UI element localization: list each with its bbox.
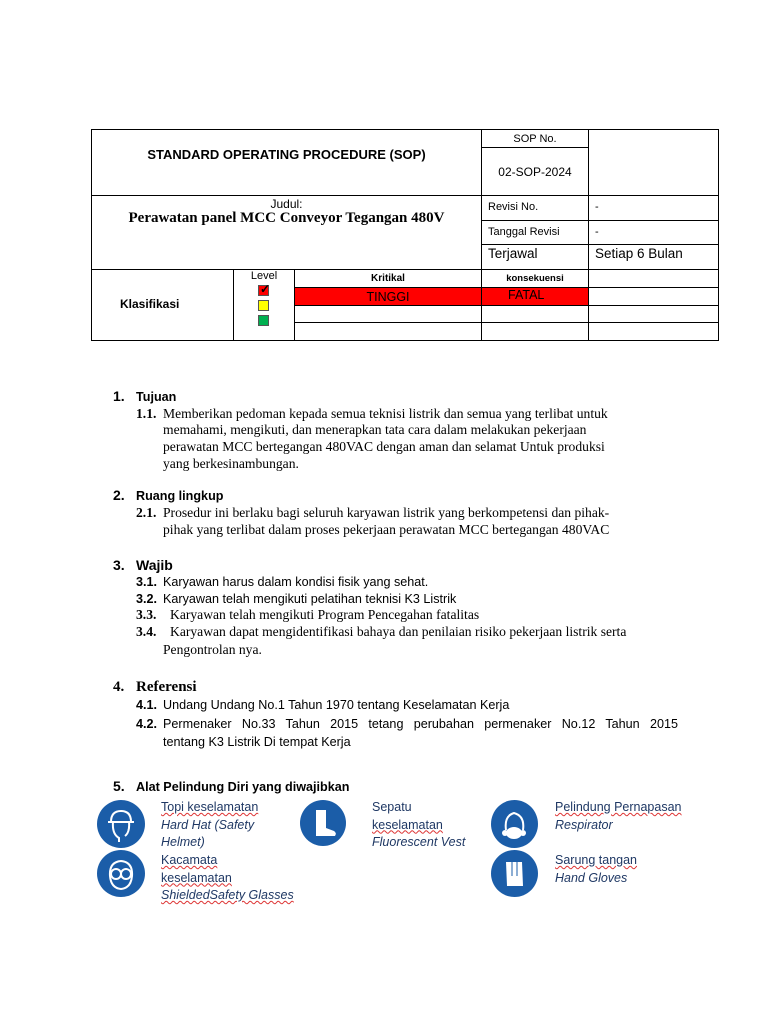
hard-hat-icon <box>97 800 145 848</box>
item-text: Prosedur ini berlaku bagi seluruh karyawan listrik yang berkompetensi dan pihak- <box>163 505 610 520</box>
empty-cell <box>588 322 719 341</box>
level-label: Level <box>250 270 278 282</box>
tanggal-revisi-label: Tanggal Revisi <box>481 220 589 245</box>
level-cell <box>233 269 295 341</box>
ppe-label-id: keselamatan <box>372 817 443 832</box>
item-number: 3.3. <box>136 607 157 622</box>
item-text: perawatan MCC bertegangan 480VAC dengan aman dan selamat Untuk produksi <box>163 439 605 454</box>
item-text: Karyawan dapat mengidentifikasi bahaya dan penilaian risiko pekerjaan listrik serta <box>170 624 627 639</box>
empty-cell <box>588 305 719 323</box>
level-yellow <box>258 300 269 311</box>
ppe-safety-boot <box>372 799 465 852</box>
section-title: Alat Pelindung Diri yang diwajibkan <box>136 780 350 794</box>
ppe-label-en: Respirator <box>555 817 613 832</box>
ppe-label-en: Hard Hat (Safety <box>161 817 255 832</box>
gloves-icon <box>491 850 538 897</box>
empty-cell <box>588 287 719 306</box>
ppe-label-en: Helmet) <box>161 835 205 849</box>
section-number: 1. <box>113 388 125 404</box>
section-title: Referensi <box>136 679 197 695</box>
item-text: Karyawan telah mengikuti pelatihan teknisi K3 Listrik <box>163 592 457 606</box>
section-number: 4. <box>113 679 125 695</box>
checkmark-icon: ✓ <box>260 282 271 296</box>
kritikal-label: Kritikal <box>294 269 482 288</box>
empty-cell <box>481 305 589 323</box>
item-text: memahami, mengikuti, dan menerapkan tata cara dalam melakukan pekerjaan <box>163 422 587 437</box>
item-number: 3.2. <box>136 592 158 606</box>
item-number: 3.1. <box>136 575 158 589</box>
ppe-respirator <box>555 799 682 834</box>
empty-cell <box>588 269 719 288</box>
judul-cell <box>91 195 482 270</box>
tanggal-revisi-value: - <box>588 220 719 245</box>
judul-label: Judul: <box>270 197 303 211</box>
ppe-label-en: ShieldedSafety Glasses <box>161 888 294 902</box>
level-green <box>258 315 269 326</box>
ppe-label-en: Fluorescent Vest <box>372 835 466 849</box>
ppe-hard-hat <box>161 799 258 852</box>
section-number: 5. <box>113 778 125 794</box>
item-text: Undang Undang No.1 Tahun 1970 tentang Keselamatan Kerja <box>163 698 510 712</box>
item-text: Pengontrolan nya. <box>163 642 262 657</box>
revisi-no-value: - <box>588 195 719 221</box>
section-number: 3. <box>113 557 125 573</box>
safety-glasses-icon <box>97 850 145 897</box>
ppe-label-id: Kacamata <box>161 853 218 867</box>
ppe-label-en: Hand Gloves <box>555 870 628 885</box>
item-text: Permenaker No.33 Tahun 2015 tetang perubahan permenaker No.12 Tahun 2015 <box>163 717 678 731</box>
item-number: 2.1. <box>136 505 157 520</box>
judul-value: Perawatan panel MCC Conveyor Tegangan 480V <box>128 210 445 226</box>
ppe-label-id: Topi keselamatan <box>161 800 259 814</box>
logo-cell <box>588 129 719 196</box>
empty-cell <box>294 322 482 341</box>
item-number: 1.1. <box>136 406 157 421</box>
ppe-label-id: Pelindung Pernapasan <box>555 800 682 814</box>
section-number: 2. <box>113 487 125 503</box>
ppe-label-id: Sepatu <box>372 800 412 814</box>
item-text: tentang K3 Listrik Di tempat Kerja <box>163 735 351 749</box>
level-red-checked <box>258 282 271 296</box>
sop-no-value: 02-SOP-2024 <box>481 147 589 196</box>
section-title: Ruang lingkup <box>136 489 224 503</box>
section-title: Tujuan <box>136 390 177 404</box>
item-text: Memberikan pedoman kepada semua teknisi listrik dan semua yang terlibat untuk <box>163 406 608 421</box>
ppe-gloves <box>555 852 637 887</box>
kritikal-value: TINGGI <box>294 287 482 306</box>
empty-cell <box>481 322 589 341</box>
empty-cell <box>294 305 482 323</box>
terjawal-value: Setiap 6 Bulan <box>588 244 719 270</box>
section-title: Wajib <box>136 557 173 573</box>
sop-title: STANDARD OPERATING PROCEDURE (SOP) <box>91 129 482 196</box>
sop-no-label: SOP No. <box>481 129 589 148</box>
item-text: yang berkesinambungan. <box>163 456 299 471</box>
ppe-safety-glasses <box>161 852 294 905</box>
konsekuensi-label: konsekuensi <box>481 269 589 288</box>
revisi-no-label: Revisi No. <box>481 195 589 221</box>
item-text: Karyawan telah mengikuti Program Pencegahan fatalitas <box>170 607 480 622</box>
terjawal-label: Terjawal <box>481 244 589 270</box>
klasifikasi-label: Klasifikasi <box>91 269 234 341</box>
item-number: 3.4. <box>136 624 157 639</box>
safety-boot-icon <box>300 800 346 846</box>
item-number: 4.1. <box>136 698 158 712</box>
konsekuensi-value: FATAL <box>481 287 589 306</box>
ppe-label-id: keselamatan <box>161 870 232 885</box>
ppe-label-id: Sarung tangan <box>555 853 638 867</box>
respirator-icon <box>491 800 538 848</box>
item-text: pihak yang terlibat dalam proses pekerjaan perawatan MCC bertegangan 480VAC <box>163 522 610 537</box>
item-number: 4.2. <box>136 717 158 731</box>
item-text: Karyawan harus dalam kondisi fisik yang sehat. <box>163 575 429 589</box>
